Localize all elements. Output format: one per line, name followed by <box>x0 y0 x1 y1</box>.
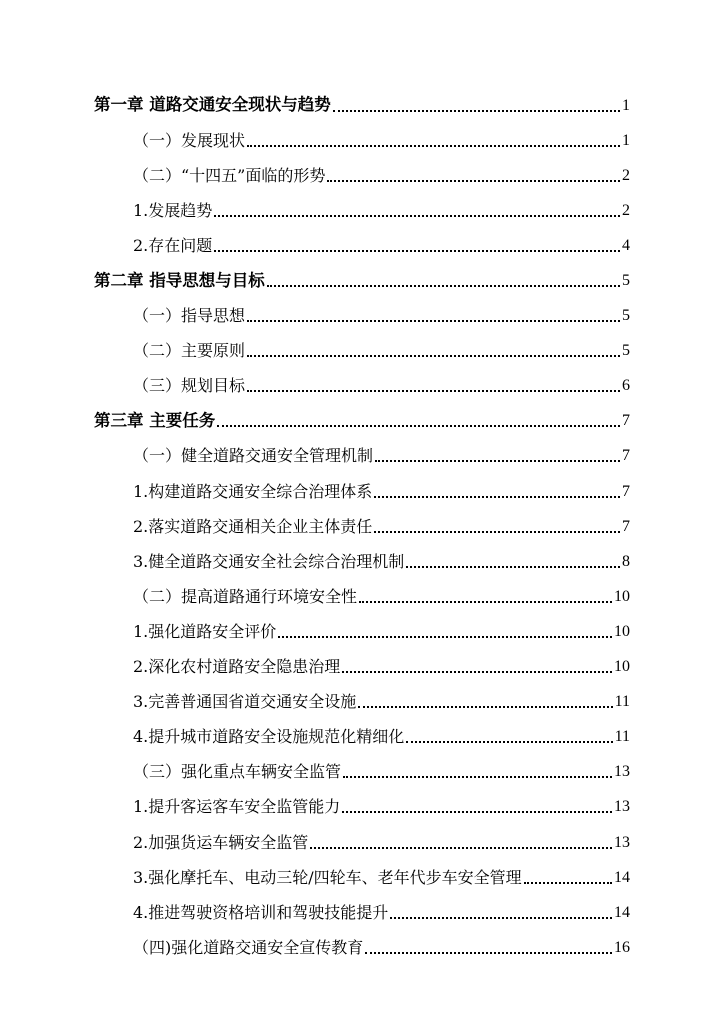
toc-dot-leader <box>247 355 620 357</box>
toc-entry-item[interactable] <box>0 650 724 685</box>
toc-entry-chapter[interactable] <box>0 263 724 298</box>
toc-entry-section[interactable] <box>0 334 724 369</box>
toc-dot-leader <box>333 110 620 112</box>
toc-entry-section[interactable] <box>0 439 724 474</box>
toc-entry-title: 1.强化道路安全评价 <box>133 621 277 641</box>
toc-dot-leader <box>524 882 612 884</box>
toc-entry-item[interactable] <box>0 720 724 755</box>
toc-page-number: 14 <box>614 903 630 921</box>
toc-entry-title: 第一章 道路交通安全现状与趋势 <box>94 95 331 115</box>
toc-entry-section[interactable] <box>0 755 724 790</box>
toc-page-number: 11 <box>614 728 630 746</box>
toc-dot-leader <box>247 390 620 392</box>
toc-page-number: 1 <box>622 96 630 114</box>
toc-entry-section[interactable] <box>0 930 724 965</box>
toc-page-number: 7 <box>622 447 630 465</box>
toc-entry-item[interactable] <box>0 193 724 228</box>
toc-dot-leader <box>247 320 620 322</box>
toc-page-number: 5 <box>622 342 630 360</box>
toc-page-number: 13 <box>614 763 630 781</box>
toc-dot-leader <box>342 671 612 673</box>
toc-dot-leader <box>214 215 620 217</box>
toc-dot-leader <box>267 285 620 287</box>
toc-entry-item[interactable] <box>0 228 724 263</box>
toc-entry-item[interactable] <box>0 544 724 579</box>
toc-dot-leader <box>365 952 612 954</box>
toc-entry-title: （一）发展现状 <box>133 130 246 150</box>
toc-entry-section[interactable] <box>0 123 724 158</box>
toc-dot-leader <box>406 566 620 568</box>
toc-entry-item[interactable] <box>0 790 724 825</box>
toc-entry-item[interactable] <box>0 685 724 720</box>
toc-page-number: 16 <box>614 938 630 956</box>
toc-entry-item[interactable] <box>0 860 724 895</box>
toc-page-number: 7 <box>622 517 630 535</box>
toc-page-number: 2 <box>622 166 630 184</box>
toc-page-number: 6 <box>622 377 630 395</box>
toc-dot-leader <box>358 706 612 708</box>
toc-page-number: 7 <box>622 482 630 500</box>
toc-entry-title: （三）规划目标 <box>133 376 246 396</box>
toc-page-number: 5 <box>622 307 630 325</box>
toc-entry-title: 2.深化农村道路安全隐患治理 <box>133 657 341 677</box>
toc-page-number: 11 <box>614 693 630 711</box>
toc-page-number: 10 <box>614 587 630 605</box>
toc-entry-section[interactable] <box>0 369 724 404</box>
toc-dot-leader <box>327 180 620 182</box>
toc-dot-leader <box>374 496 620 498</box>
toc-dot-leader <box>278 636 612 638</box>
toc-entry-title: （三）强化重点车辆安全监管 <box>133 762 342 782</box>
toc-dot-leader <box>310 847 612 849</box>
toc-dot-leader <box>343 776 612 778</box>
toc-dot-leader <box>406 741 612 743</box>
toc-entry-title: 2.存在问题 <box>133 235 213 255</box>
toc-entry-title: 3.强化摩托车、电动三轮/四轮车、老年代步车安全管理 <box>133 867 522 887</box>
toc-dot-leader <box>247 145 620 147</box>
toc-entry-title: （四)强化道路交通安全宣传教育 <box>133 937 364 957</box>
toc-page-number: 2 <box>622 201 630 219</box>
toc-entry-title: （二）提高道路通行环境安全性 <box>133 586 358 606</box>
toc-entry-title: 第二章 指导思想与目标 <box>94 270 265 290</box>
toc-entry-title: 2.加强货运车辆安全监管 <box>133 832 309 852</box>
toc-entry-title: （二）“十四五”面临的形势 <box>133 165 326 185</box>
toc-entry-section[interactable] <box>0 579 724 614</box>
toc-page-number: 7 <box>622 412 630 430</box>
toc-entry-title: （一）健全道路交通安全管理机制 <box>133 446 374 466</box>
toc-page-number: 14 <box>614 868 630 886</box>
toc-page-number: 13 <box>614 798 630 816</box>
toc-entry-chapter[interactable] <box>0 404 724 439</box>
toc-dot-leader <box>217 425 620 427</box>
toc-dot-leader <box>359 601 612 603</box>
toc-entry-item[interactable] <box>0 825 724 860</box>
toc-entry-item[interactable] <box>0 474 724 509</box>
toc-page-number: 4 <box>622 236 630 254</box>
toc-entry-section[interactable] <box>0 299 724 334</box>
toc-dot-leader <box>214 250 620 252</box>
toc-entry-title: 3.健全道路交通安全社会综合治理机制 <box>133 551 405 571</box>
toc-page-number: 10 <box>614 658 630 676</box>
toc-dot-leader <box>375 460 620 462</box>
toc-dot-leader <box>390 917 612 919</box>
toc-entry-item[interactable] <box>0 895 724 930</box>
toc-entry-title: （一）指导思想 <box>133 306 246 326</box>
toc-entry-title: 4.提升城市道路安全设施规范化精细化 <box>133 727 405 747</box>
toc-entry-title: 1.发展趋势 <box>133 200 213 220</box>
toc-entry-title: 2.落实道路交通相关企业主体责任 <box>133 516 373 536</box>
toc-entry-title: 1.构建道路交通安全综合治理体系 <box>133 481 373 501</box>
toc-page-number: 10 <box>614 622 630 640</box>
toc-entry-title: （二）主要原则 <box>133 341 246 361</box>
toc-entry-item[interactable] <box>0 509 724 544</box>
toc-page-number: 8 <box>622 552 630 570</box>
toc-entry-title: 4.推进驾驶资格培训和驾驶技能提升 <box>133 902 389 922</box>
toc-entry-chapter[interactable] <box>0 88 724 123</box>
toc-entry-section[interactable] <box>0 158 724 193</box>
toc-dot-leader <box>374 531 620 533</box>
toc-entry-title: 3.完善普通国省道交通安全设施 <box>133 692 357 712</box>
toc-entry-title: 1.提升客运客车安全监管能力 <box>133 797 341 817</box>
toc-page-number: 1 <box>622 131 630 149</box>
toc-page-number: 5 <box>622 272 630 290</box>
toc-page-number: 13 <box>614 833 630 851</box>
toc-entry-item[interactable] <box>0 614 724 649</box>
toc-dot-leader <box>342 811 612 813</box>
table-of-contents <box>0 88 724 965</box>
toc-entry-title: 第三章 主要任务 <box>94 411 216 431</box>
